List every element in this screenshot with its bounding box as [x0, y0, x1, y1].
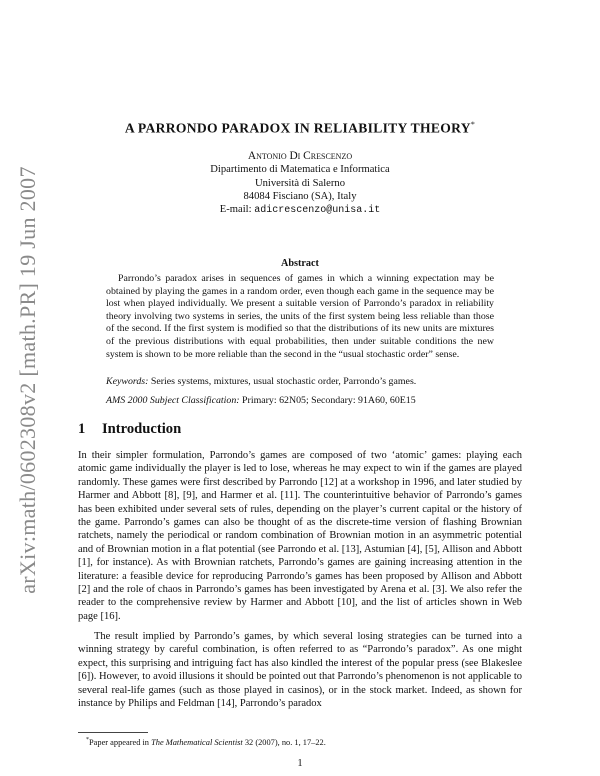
body-paragraph: In their simpler formulation, Parrondo’s games are composed of two ‘atomic’ games: playing each atomic game individually the player is led to lose, whereas he may expect to win if the games are played randomly. These games were first described by Parrondo [12] at a workshop in 1996, and later studied by Harmer and Abbott [8], [9], and Harmer et al. [11]. The counterintuitive behavior of Parrondo’s games has been exhibited under several sets of rules, depending on the player’s current capital or the history of the game. Parrondo’s games can also be thought of as the discrete-time version of flashing Brownian ratchets, namely the periodical or random combination of Brownian motion in an asymmetric potential and of Brownian motion in a flat potential (see Parrondo et al. [13], Astumian [4], [5], Allison and Abbott [1], for instance). As with Brownian ratchets, Parrondo’s games are gaining increasing attention in the literature: a feasible device for reproducing Parrondo’s games has been proposed by Allison and Abbott [2] and the role of chaos in Parrondo’s games has been investigated by Arena et al. [3]. We also refer the reader to the comprehensive review by Harmer and Abbott [10], and the list of articles shown in Web page [16]. — [78, 450, 522, 622]
section-title: Introduction — [102, 421, 182, 437]
keywords-line — [106, 376, 494, 389]
arxiv-identifier: arXiv:math/0602308v2 [math.PR] 19 Jun 2007 — [15, 166, 40, 594]
body-paragraph: The result implied by Parrondo’s games, by which several losing strategies can be turned into a winning strategy by careful combination, is often referred to as “Parrondo’s paradox”. As one might expect, this surprising and intriguing fact has also kindled the interest of the popular press (see Blakeslee [6]). However, to avoid illusions it should be pointed out that Parrondo’s phenomenon is not applicable to several real-life games (such as those played in casinos), or in the stock market. Indeed, as shown for instance by Philips and Feldman [14], Parrondo’s paradox — [78, 631, 523, 710]
keywords-text: Series systems, mixtures, usual stochastic order, Parrondo’s games. — [150, 376, 417, 387]
page-number: 1 — [297, 758, 303, 769]
author-block — [78, 150, 522, 217]
footnote — [86, 735, 522, 748]
keywords-label: Keywords: — [106, 376, 149, 387]
affiliation-line: 84084 Fisciano (SA), Italy — [243, 190, 357, 202]
ams-classification — [106, 395, 494, 408]
paper-title-text: A PARRONDO PARADOX IN RELIABILITY THEORY — [124, 120, 471, 136]
email-address[interactable]: adicrescenzo@unisa.it — [254, 205, 381, 217]
affiliation-line: Dipartimento di Matematica e Informatica — [210, 164, 390, 176]
footnote-mark: * — [86, 737, 89, 743]
ams-codes: Primary: 62N05; Secondary: 91A60, 60E15 — [242, 395, 416, 406]
email-label: E-mail: — [219, 204, 252, 216]
title-footnote-mark: * — [470, 120, 476, 129]
footnote-suffix: 32 (2007), no. 1, 17–22. — [244, 737, 326, 747]
footnote-rule — [78, 732, 148, 733]
footnote-journal: The Mathematical Scientist — [151, 737, 243, 747]
author-name: Antonio Di Crescenzo — [247, 150, 353, 162]
abstract-heading: Abstract — [281, 258, 319, 269]
affiliation-line: Università di Salerno — [254, 177, 346, 189]
email-line — [78, 203, 522, 217]
ams-label: AMS 2000 Subject Classification: — [106, 395, 240, 406]
section-heading — [78, 421, 181, 438]
arxiv-stamp — [8, 160, 48, 600]
section-number: 1 — [78, 421, 86, 437]
abstract-text: Parrondo’s paradox arises in sequences of games in which a winning expectation may be obtained by playing the games in a random order, even though each game in the sequence may be lost when played individually. We present a suitable version of Parrondo’s paradox in reliability theory involving two systems in series, the units of the first system being less reliable than those of the second. If the first system is modified so that the distributions of its new units are mixtures of the previous distributions with equal probabilities, then under suitable conditions the new system is shown to be more reliable than the second in the “usual stochastic order” sense. — [106, 273, 494, 360]
footnote-prefix: Paper appeared in — [89, 737, 149, 747]
paper-title — [78, 120, 522, 137]
